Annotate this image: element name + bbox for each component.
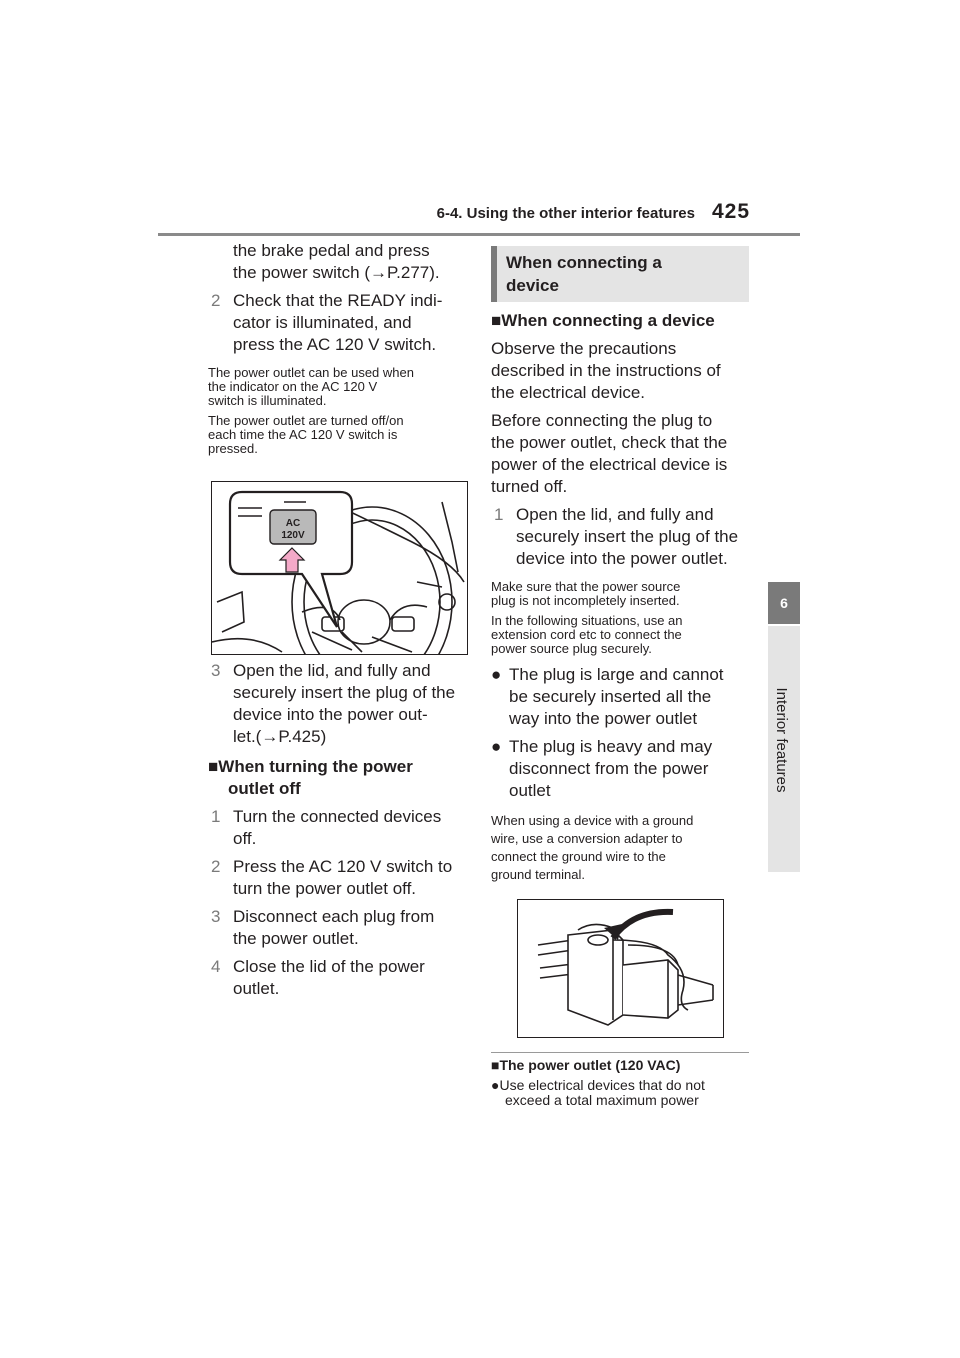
text-line: turn the power outlet off. <box>233 879 417 898</box>
text-line: Disconnect each plug from <box>233 907 435 926</box>
note-line: In the following situations, use an <box>491 613 683 628</box>
step-number: 1 <box>211 807 221 826</box>
right-column <box>491 310 753 884</box>
switch-label-top: AC <box>285 518 301 529</box>
steering-wheel-illustration <box>212 482 467 654</box>
step-number: 2 <box>211 291 221 310</box>
step-number: 4 <box>211 957 221 976</box>
footnote-rule <box>491 1052 749 1053</box>
step-number: 3 <box>211 907 221 926</box>
text-line: Turn the connected devices <box>233 807 442 826</box>
left-column-lower <box>208 660 470 1000</box>
text-line: Press the AC 120 V switch to <box>233 857 453 876</box>
note-line: The power outlet can be used when <box>208 365 414 380</box>
note <box>491 580 753 608</box>
text-line: disconnect from the power <box>509 759 709 778</box>
switch-label-bottom: 120V <box>281 530 305 541</box>
text-line: outlet <box>509 781 551 800</box>
text-line: the brake pedal and press <box>233 241 430 260</box>
text-line: Observe the precautions <box>491 339 677 358</box>
text-line: the power outlet. <box>233 929 359 948</box>
text-line: press the AC 120 V switch. <box>233 335 437 354</box>
text-line: device into the power outlet. <box>516 549 728 568</box>
off-step-4 <box>208 956 470 1000</box>
note-line: the indicator on the AC 120 V <box>208 379 378 394</box>
note-line: switch is illuminated. <box>208 393 327 408</box>
text-line: be securely inserted all the <box>509 687 712 706</box>
text-line: securely insert the plug of the <box>516 527 739 546</box>
footnote-line: exceed a total maximum power <box>505 1092 699 1108</box>
note-line: The power outlet are turned off/on <box>208 413 404 428</box>
note <box>491 812 753 884</box>
note <box>208 366 470 408</box>
text-line: Open the lid, and fully and <box>233 661 431 680</box>
text-line: ■When turning the power <box>208 757 413 776</box>
text-line: the power outlet, check that the <box>491 433 728 452</box>
off-step-2 <box>208 856 470 900</box>
bullet-item <box>491 664 753 730</box>
text-line: let.(→P.425) <box>233 727 327 746</box>
note-line: Make sure that the power source <box>491 579 681 594</box>
footnote-line: ●Use electrical devices that do not <box>491 1077 705 1093</box>
text-line: outlet off <box>228 779 301 798</box>
note-line: wire, use a conversion adapter to <box>491 831 683 846</box>
note-line: When using a device with a ground <box>491 813 694 828</box>
note <box>491 614 753 656</box>
header-rule <box>158 233 800 236</box>
page-number: 425 <box>712 200 751 223</box>
chapter-number: 6 <box>780 595 788 611</box>
text-line: Close the lid of the power <box>233 957 425 976</box>
text-line: outlet. <box>233 979 280 998</box>
step-2 <box>208 290 470 356</box>
step-3 <box>208 660 470 748</box>
bullet-icon: ● <box>491 737 502 756</box>
note-line: connect the ground wire to the <box>491 849 666 864</box>
footnote <box>491 1058 753 1108</box>
bullet-icon: ● <box>491 665 502 684</box>
off-step-3 <box>208 906 470 950</box>
text-line: Check that the READY indi- <box>233 291 443 310</box>
note-line: extension cord etc to connect the <box>491 627 682 642</box>
note-line: ground terminal. <box>491 867 585 882</box>
bullet-item <box>491 736 753 802</box>
chapter-number-tab <box>768 582 800 624</box>
connect-step-1 <box>491 504 753 570</box>
off-step-1 <box>208 806 470 850</box>
heading-line: device <box>506 276 559 295</box>
left-column <box>208 240 470 456</box>
text-line: way into the power outlet <box>509 709 698 728</box>
text-line: the power switch (→P.277). <box>233 263 440 282</box>
note-line: power source plug securely. <box>491 641 652 656</box>
note-line: pressed. <box>208 441 258 456</box>
plug-adapter-illustration <box>518 900 723 1037</box>
text-line: The plug is heavy and may <box>509 737 713 756</box>
text-line: securely insert the plug of the <box>233 683 456 702</box>
heading-line: When connecting a <box>506 253 662 272</box>
step-number: 3 <box>211 661 221 680</box>
text-line: turned off. <box>491 477 568 496</box>
text-line: Open the lid, and fully and <box>516 505 714 524</box>
paragraph <box>491 410 753 498</box>
step-number: 1 <box>494 505 504 524</box>
subheading-turning-off <box>208 756 470 800</box>
text-line: cator is illuminated, and <box>233 313 412 332</box>
step-number: 2 <box>211 857 221 876</box>
text-line: power of the electrical device is <box>491 455 728 474</box>
chapter-title-text: Interior features <box>773 687 790 793</box>
text-line: device into the power out- <box>233 705 428 724</box>
note-line: plug is not incompletely inserted. <box>491 593 680 608</box>
text-line: The plug is large and cannot <box>509 665 724 684</box>
ac-switch-figure <box>211 481 468 655</box>
text-line: described in the instructions of <box>491 361 721 380</box>
section-title: 6-4. Using the other interior features <box>436 205 695 222</box>
text-line: Before connecting the plug to <box>491 411 713 430</box>
subheading-connecting: ■When connecting a device <box>491 311 715 330</box>
section-heading <box>491 246 749 302</box>
text-line: the electrical device. <box>491 383 646 402</box>
footnote-heading: ■The power outlet (120 VAC) <box>491 1057 681 1073</box>
note-line: each time the AC 120 V switch is <box>208 427 398 442</box>
note <box>208 414 470 456</box>
paragraph <box>491 338 753 404</box>
text-line: off. <box>233 829 257 848</box>
ground-adapter-figure <box>517 899 724 1038</box>
